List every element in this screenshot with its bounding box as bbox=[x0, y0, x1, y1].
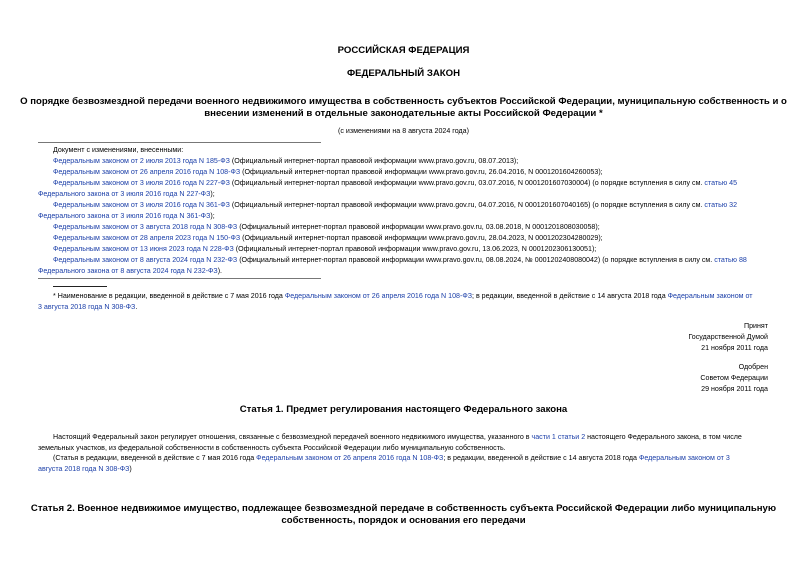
change-text: ); bbox=[210, 212, 215, 220]
article1-line2: земельных участков, из федеральной собственности в собственность субъекта Российской Федерации либо муниципальную собственность. bbox=[38, 443, 506, 452]
article1-heading: Статья 1. Предмет регулирования настоящего Федерального закона bbox=[239, 404, 568, 415]
change-link[interactable]: Федеральным законом от 3 июля 2016 года N 227-ФЗ bbox=[53, 179, 230, 187]
article2-heading-line1: Статья 2. Военное недвижимое имущество, подлежащее безвозмездной передаче в собственность субъекта Российской Федерации либо муниципальную bbox=[30, 503, 777, 514]
change-article-link[interactable]: статью 45 bbox=[704, 179, 738, 187]
article1-line1 bbox=[38, 432, 770, 443]
adopted-date: 21 ноября 2011 года bbox=[701, 344, 768, 352]
article1-text: (Статья в редакции, введенной в действие с 7 мая 2016 года bbox=[53, 454, 257, 462]
footnote-link[interactable]: 3 августа 2018 года N 308-ФЗ bbox=[38, 302, 136, 311]
doc-type: ФЕДЕРАЛЬНЫЙ ЗАКОН bbox=[346, 68, 461, 79]
approved-body: Советом Федерации bbox=[700, 374, 768, 382]
footnote-line1 bbox=[38, 291, 770, 302]
article2-heading bbox=[0, 503, 807, 527]
changes-intro: Документ с изменениями, внесенными: bbox=[53, 146, 184, 154]
footnote-text: * Наименование в редакции, введенной в действие с 7 мая 2016 года bbox=[53, 292, 285, 300]
adopted-label: Принят bbox=[743, 322, 768, 330]
article1-text: ) bbox=[129, 464, 132, 473]
change-text: (Официальный интернет-портал правовой информации www.pravo.gov.ru, 08.07.2013); bbox=[229, 157, 519, 165]
change-link[interactable]: Федеральным законом от 2 июля 2013 года N 185-ФЗ bbox=[53, 157, 230, 165]
change-text: (Официальный интернет-портал правовой информации www.pravo.gov.ru, 26.04.2016, N 0001201604260053); bbox=[240, 168, 603, 176]
article1-law-link[interactable]: августа 2018 года N 308-ФЗ bbox=[38, 464, 130, 473]
article1-paragraph bbox=[38, 432, 770, 474]
footnote-line2 bbox=[38, 302, 770, 313]
article1-edition-line1 bbox=[38, 453, 770, 464]
divider-top bbox=[38, 142, 321, 143]
change-item bbox=[53, 156, 773, 167]
change-item bbox=[53, 167, 773, 178]
change-text: (Официальный интернет-портал правовой информации www.pravo.gov.ru, 04.07.2016, N 0001201607040165) (о порядке вступления в силу см. bbox=[229, 201, 705, 209]
footnote-text: ; в редакции, введенной в действие с 14 августа 2018 года bbox=[472, 292, 668, 300]
change-link[interactable]: Федерального закона от 3 июля 2016 года N 361-ФЗ bbox=[38, 212, 211, 220]
approved-date: 29 ноября 2011 года bbox=[701, 385, 768, 393]
change-text: (Официальный интернет-портал правовой информации www.pravo.gov.ru, 08.08.2024, № 0001202408080042) (о порядке вступления в силу см. bbox=[237, 256, 715, 264]
footnote-link[interactable]: Федеральным законом от 26 апреля 2016 года N 108-ФЗ bbox=[284, 292, 472, 300]
footnote-link[interactable]: Федеральным законом от bbox=[667, 292, 753, 300]
change-link[interactable]: Федеральным законом от 3 июля 2016 года N 361-ФЗ bbox=[53, 201, 230, 209]
footnote bbox=[38, 291, 770, 312]
change-text: (Официальный интернет-портал правовой информации www.pravo.gov.ru, 03.08.2018, N 0001201808030058); bbox=[237, 223, 600, 231]
approved-label: Одобрен bbox=[738, 363, 768, 371]
footnote-rule bbox=[53, 286, 107, 287]
law-title-line2: внесении изменений в отдельные законодательные акты Российской Федерации * bbox=[204, 108, 603, 119]
change-item-cont bbox=[38, 189, 215, 200]
change-item bbox=[53, 178, 773, 189]
law-title-line1: О порядке безвозмездной передачи военного недвижимого имущества в собственность субъектов Российской Федерации, муниципальную собственность и о bbox=[20, 96, 787, 107]
adopted-block bbox=[688, 321, 768, 354]
change-item bbox=[53, 233, 773, 244]
change-item-cont bbox=[38, 211, 215, 222]
approved-block bbox=[700, 362, 768, 395]
change-link[interactable]: Федеральным законом от 26 апреля 2016 года N 108-ФЗ bbox=[53, 168, 241, 176]
change-link[interactable]: Федеральным законом от 3 августа 2018 года N 308-ФЗ bbox=[53, 223, 238, 231]
edition-note: (с изменениями на 8 августа 2024 года) bbox=[338, 127, 469, 135]
change-item bbox=[53, 255, 773, 266]
change-item bbox=[53, 222, 773, 233]
change-article-link[interactable]: статью 88 bbox=[714, 256, 747, 264]
change-text: ); bbox=[210, 190, 215, 198]
change-text: (Официальный интернет-портал правовой информации www.pravo.gov.ru, 13.06.2023, N 0001202306130051); bbox=[233, 245, 597, 253]
adopted-body: Государственной Думой bbox=[688, 333, 768, 341]
change-text: (Официальный интернет-портал правовой информации www.pravo.gov.ru, 28.04.2023, N 0001202304280029); bbox=[240, 234, 603, 242]
change-link[interactable]: Федеральным законом от 8 августа 2024 года N 232-ФЗ bbox=[53, 256, 238, 264]
article1-edition-line2 bbox=[38, 464, 770, 475]
change-text: (Официальный интернет-портал правовой информации www.pravo.gov.ru, 03.07.2016, N 0001201607030004) (о порядке вступления в силу см. bbox=[229, 179, 705, 187]
change-item bbox=[53, 244, 773, 255]
change-link[interactable]: Федерального закона от 3 июля 2016 года N 227-ФЗ bbox=[38, 190, 211, 198]
article2-heading-line2: собственность, порядок и основания его передачи bbox=[281, 515, 526, 526]
change-item bbox=[53, 200, 773, 211]
article1-text: Настоящий Федеральный закон регулирует отношения, связанные с безвозмездной передачей военного недвижимого имущества, указанного в bbox=[53, 433, 532, 441]
change-link[interactable]: Федерального закона от 8 августа 2024 года N 232-ФЗ bbox=[38, 267, 218, 275]
article-ref-link[interactable]: части 1 статьи 2 bbox=[531, 433, 586, 441]
change-text: ). bbox=[217, 267, 223, 275]
article1-text: ; в редакции, введенной в действие с 14 августа 2018 года bbox=[443, 454, 639, 462]
change-article-link[interactable]: статью 32 bbox=[704, 201, 738, 209]
footnote-text: . bbox=[135, 302, 138, 311]
change-item-cont bbox=[38, 266, 222, 277]
law-title bbox=[0, 96, 807, 120]
change-link[interactable]: Федеральным законом от 28 апреля 2023 года N 150-ФЗ bbox=[53, 234, 241, 242]
article1-text: настоящего Федерального закона, в том числе bbox=[585, 433, 742, 441]
article1-law-link[interactable]: Федеральным законом от 3 bbox=[638, 454, 730, 462]
article1-law-link[interactable]: Федеральным законом от 26 апреля 2016 года N 108-ФЗ bbox=[256, 454, 444, 462]
change-link[interactable]: Федеральным законом от 13 июня 2023 года N 228-ФЗ bbox=[53, 245, 234, 253]
divider-bottom bbox=[38, 278, 321, 279]
country-title: РОССИЙСКАЯ ФЕДЕРАЦИЯ bbox=[337, 45, 470, 56]
